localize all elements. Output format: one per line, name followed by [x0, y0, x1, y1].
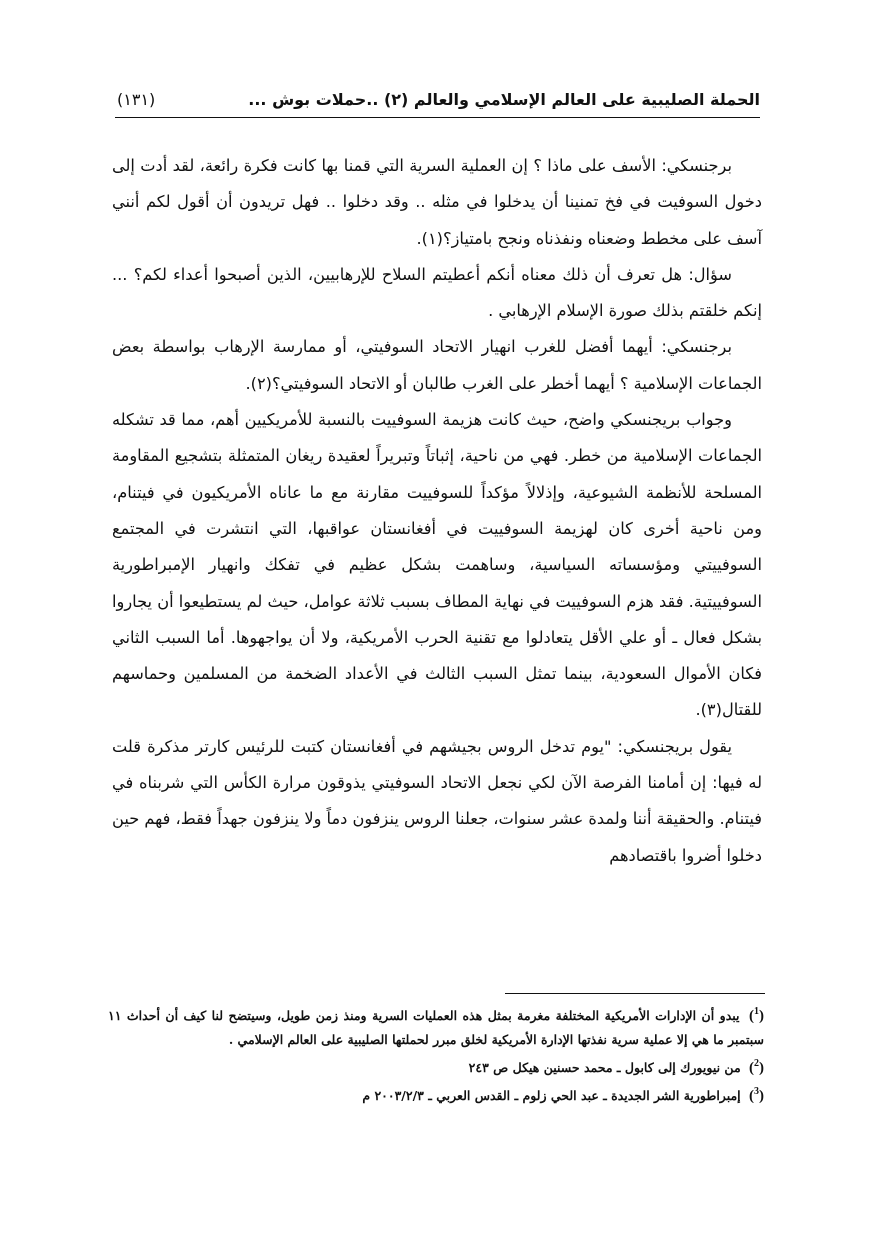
- page-header: [115, 86, 760, 118]
- paragraph: وجواب بريجنسكي واضح، حيث كانت هزيمة السوفييت بالنسبة للأمريكيين أهم، مما قد تشكله الجماعات الإسلامية من خطر. فهي من ناحية، إثباتاً وتبريراً لعقيدة ريغان المتمثلة بتشجيع المقاومة المسلحة للأنظمة الشيوعية، وإذلالاً مؤكداً للسوفييت مقارنة مع ما عاناه الأمريكيون في فيتنام، ومن ناحية أخرى كان لهزيمة السوفييت في أفغانستان عواقبها، التي انتشرت في المجتمع السوفييتي ومؤسساته السياسية، وساهمت بشكل عظيم في تفكك وانهيار الإمبراطورية السوفييتية. فقد هزم السوفييت في نهاية المطاف بسبب ثلاثة عوامل، حيث لم يستطيعوا أن يجاروا بشكل فعال ـ أو علي الأقل يتعادلوا مع تقنية الحرب الأمريكية، ولا أن يواجهوها. أما السبب الثاني فكان الأموال السعودية، بينما تمثل السبب الثالث في الأعداد الضخمة من المسلمين وحماسهم للقتال(٣).: [112, 410, 762, 720]
- footnote-separator: [505, 993, 765, 994]
- page-number: (١٣١): [117, 90, 156, 109]
- footnote: [108, 1052, 764, 1080]
- footnote: [108, 1080, 764, 1108]
- paragraph: برجنسكي: الأسف على ماذا ؟ إن العملية السرية التي قمنا بها كانت فكرة رائعة، لقد أدت إلى دخول السوفيت في فخ تمنينا أن يدخلوا في مثله .. وقد دخلوا .. فهل تريدون أن أقول لكم أنني آسف على مخطط وضعناه ونفذناه ونجح بامتياز؟(١).: [112, 156, 762, 248]
- paragraph: برجنسكي: أيهما أفضل للغرب انهيار الاتحاد السوفيتي، أو ممارسة الإرهاب بواسطة بعض الجماعات الإسلامية ؟ أيهما أخطر على الغرب طالبان أو الاتحاد السوفيتي؟(٢).: [112, 337, 762, 393]
- footnote-marker: ($^3$): [749, 1086, 764, 1104]
- footnote-text: يبدو أن الإدارات الأمريكية المختلفة مغرمة بمثل هذه العمليات السرية ومنذ زمن طويل، وسيتضح لنا كيف أن أحداث ١١ سبتمبر ما هي إلا عملية سرية نفذتها الإدارة الأمريكية لخلق مبرر لحملتها الصليبية على العالم الإسلامي .: [108, 1008, 764, 1047]
- footnote: [108, 1000, 764, 1052]
- footnote-text: من نيويورك إلى كابول ـ محمد حسنين هيكل ص ٢٤٣: [468, 1060, 741, 1075]
- body-text: [112, 148, 762, 874]
- running-title: الحملة الصليبية على العالم الإسلامي والعالم (٢) ..حملات بوش ...: [248, 90, 760, 109]
- footnote-marker: ($^1$): [749, 1006, 764, 1024]
- paragraph: سؤال: هل تعرف أن ذلك معناه أنكم أعطيتم السلاح للإرهابيين، الذين أصبحوا أعداء لكم؟ ... إنكم خلقتم بذلك صورة الإسلام الإرهابي .: [112, 264, 762, 321]
- footnote-text: إمبراطورية الشر الجديدة ـ عبد الحي زلوم ـ القدس العربي ـ ٢٠٠٣/٢/٣ م: [362, 1088, 741, 1103]
- footnote-marker: ($^2$): [749, 1058, 764, 1076]
- paragraph: يقول بريجنسكي: "يوم تدخل الروس بجيشهم في أفغانستان كتبت للرئيس كارتر مذكرة قلت له فيها: إن أمامنا الفرصة الآن لكي نجعل الاتحاد السوفيتي يذوقون مرارة الكأس التي شربناه في فيتنام. والحقيقة أننا ولمدة عشر سنوات، جعلنا الروس ينزفون دماً ولا ينزفون جهداً فقط، فهم حين دخلوا أضروا باقتصادهم: [112, 736, 762, 865]
- footnotes: [108, 1000, 764, 1108]
